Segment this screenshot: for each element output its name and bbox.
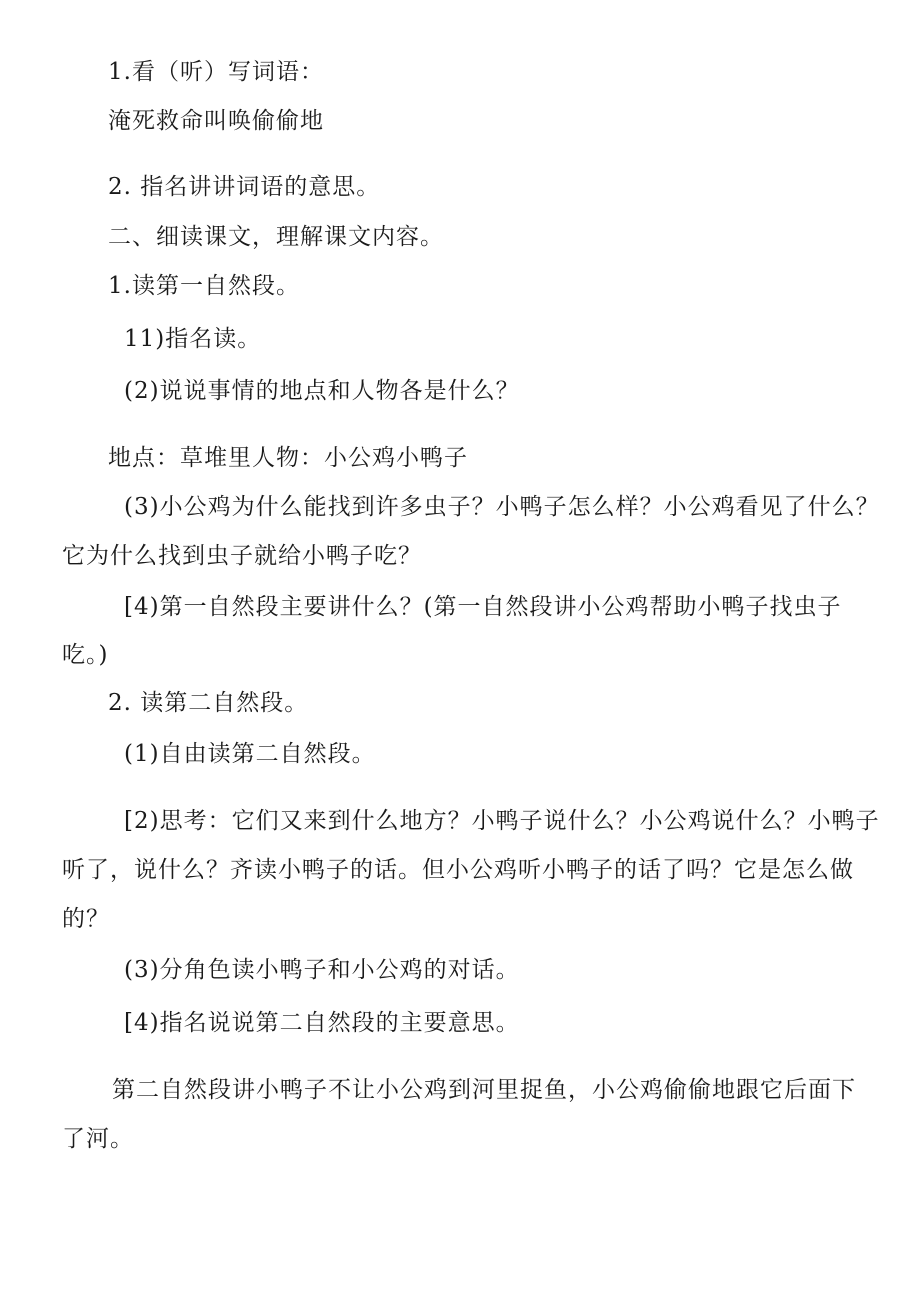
text-line: (2)说说事情的地点和人物各是什么？ xyxy=(124,378,520,404)
text-line: 1.读第一自然段。 xyxy=(108,273,300,299)
text-line: [4)第一自然段主要讲什么？(第一自然段讲小公鸡帮助小鸭子找虫子 xyxy=(124,594,842,620)
text-line: 11)指名读。 xyxy=(124,326,262,352)
text-line: 二、细读课文，理解课文内容。 xyxy=(108,224,444,250)
text-line: (3)小公鸡为什么能找到许多虫子？小鸭子怎么样？小公鸡看见了什么？ xyxy=(124,494,880,520)
text-line: (1)自由读第二自然段。 xyxy=(124,741,376,767)
text-line: 地点：草堆里人物：小公鸡小鸭子 xyxy=(108,445,468,471)
text-line: 它为什么找到虫子就给小鸭子吃？ xyxy=(62,543,422,569)
text-line: 了河。 xyxy=(62,1126,134,1152)
text-line: [4)指名说说第二自然段的主要意思。 xyxy=(124,1010,520,1036)
text-line: 淹死救命叫唤偷偷地 xyxy=(108,108,324,134)
text-line: 2. 读第二自然段。 xyxy=(108,690,309,716)
text-line: (3)分角色读小鸭子和小公鸡的对话。 xyxy=(124,957,520,983)
text-line: 第二自然段讲小鸭子不让小公鸡到河里捉鱼，小公鸡偷偷地跟它后面下 xyxy=(112,1077,856,1103)
text-line: 的？ xyxy=(62,906,110,932)
text-line: 听了，说什么？齐读小鸭子的话。但小公鸡听小鸭子的话了吗？它是怎么做 xyxy=(62,857,854,883)
text-line: 吃。) xyxy=(62,642,109,668)
text-line: 2. 指名讲讲词语的意思。 xyxy=(108,174,381,200)
text-line: [2)思考：它们又来到什么地方？小鸭子说什么？小公鸡说什么？小鸭子 xyxy=(124,808,880,834)
text-line: 1.看（听）写词语： xyxy=(108,59,324,85)
